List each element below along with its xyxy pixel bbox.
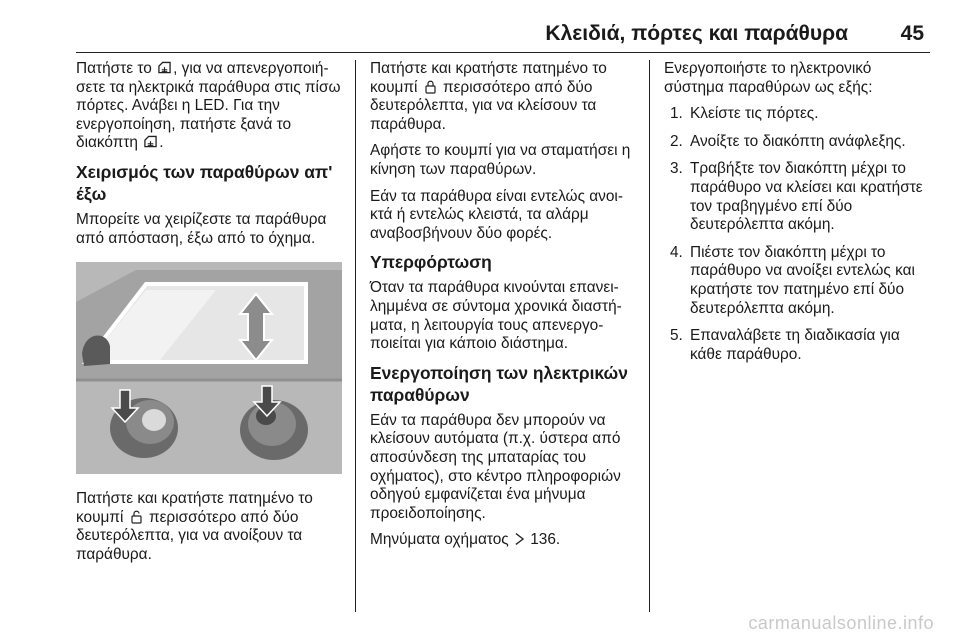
header-divider: [76, 52, 930, 53]
list-item: [664, 160, 934, 234]
list-item: [664, 105, 934, 124]
open-windows-paragraph: [76, 490, 342, 564]
intro-text-c: .: [159, 134, 164, 152]
open-text-a: Πατήστε και κρατήστε πατημένο το κουμπί: [76, 490, 313, 526]
step-text: Κλείστε τις πόρτες.: [690, 105, 819, 123]
step-number: 4.: [670, 243, 683, 261]
step-text: Ανοίξτε το διακόπτη ανάφλεξης.: [690, 132, 906, 150]
open-text-b: περισσότερο από δύο δευτερόλεπτα, για να ανοίξουν τα παράθυρα.: [76, 508, 303, 563]
lock-button-icon: [424, 80, 437, 94]
watermark: carmanualsonline.info: [748, 613, 934, 633]
heading-remote-operation: Χειρισμός των παραθύρων απ' έξω: [76, 161, 333, 204]
step-number: 5.: [670, 327, 683, 345]
column-divider-2: [649, 60, 650, 612]
list-item: [664, 133, 934, 152]
messages-ref-page: 136.: [530, 531, 561, 549]
step-text: Τραβήξτε τον διακόπτη μέχρι το παράθυρο να κλείσει και κρατήστε τον τραβηγμένο επί δύο δευτερόλεπτα ακόμη.: [690, 160, 923, 234]
chapter-title: Κλειδιά, πόρτες και παράθυρα: [545, 22, 848, 45]
intro-text-a: Πατήστε το: [76, 60, 152, 77]
heading-overload: Υπερφόρτωση: [370, 252, 492, 273]
close-text-a: Πατήστε και κρατήστε πατημένο το κουμπί: [370, 60, 607, 96]
intro-text-b: , για να απενεργοποιή-σετε τα ηλεκτρικά παράθυρα στις πίσω πόρτες. Ανάβει η LED. Για την ενεργοποίηση, πατήστε ξανά το διακόπτη: [76, 60, 341, 152]
close-text-b: περισσότερο από δύο δευτερόλεπτα, για να κλείσουν τα παράθυρα.: [370, 78, 597, 133]
unlock-button-icon: [130, 510, 143, 524]
page-number: 45: [900, 22, 924, 45]
heading-activation: Ενεργοποίηση των ηλεκτρικών παραθύρων: [370, 362, 628, 405]
window-lock-icon: [144, 135, 157, 149]
step-number: 2.: [670, 132, 683, 150]
close-windows-paragraph: [370, 60, 640, 134]
list-item: [664, 327, 934, 364]
page-header: [0, 0, 960, 54]
list-item: [664, 244, 934, 318]
step-number: 1.: [670, 105, 683, 123]
step-text: Επαναλάβετε τη διαδικασία για κάθε παράθυρο.: [690, 327, 900, 363]
activation-steps: [664, 105, 934, 364]
messages-reference: [370, 531, 640, 550]
stop-paragraph: Αφήστε το κουμπί για να σταματήσει η κίνηση των παραθύρων.: [370, 142, 631, 178]
car-door-key-illustration: [76, 262, 342, 474]
activation-paragraph: Εάν τα παράθυρα δεν μπορούν να κλείσουν αυτόματα (π.χ. ύστερα από αποσύνδεση της μπαταρίας του οχήματος), στο κέντρο πληροφοριών οδηγού εμφανίζεται ένα μήνυμα προειδοποίησης.: [370, 411, 621, 522]
triangle-reference-icon: [515, 532, 524, 546]
overload-paragraph: Όταν τα παράθυρα κινούνται επανει-λημμένα σε σύντομα χρονικά διαστή-ματα, η λειτουργία τους απενεργο-ποιείται για κάποιο διάστημα.: [370, 279, 622, 353]
remote-paragraph: Μπορείτε να χειρίζεστε τα παράθυρα από απόσταση, έξω από το όχημα.: [76, 210, 327, 247]
intro-paragraph: [76, 60, 342, 153]
blink-paragraph: Εάν τα παράθυρα είναι εντελώς ανοι-κτά ή εντελώς κλειστά, τα αλάρμ αναβοσβήνουν δύο φορές.: [370, 187, 623, 242]
window-lock-icon: [158, 61, 171, 75]
column-middle: [370, 60, 640, 558]
step-number: 3.: [670, 160, 683, 178]
column-left: [76, 60, 342, 573]
activation-intro: Ενεργοποιήστε το ηλεκτρονικό σύστημα παραθύρων ως εξής:: [664, 60, 873, 96]
column-divider-1: [355, 60, 356, 612]
column-right: [664, 60, 934, 373]
step-text: Πιέστε τον διακόπτη μέχρι το παράθυρο να ανοίξει εντελώς και κρατήστε τον πατημένο επί δύο δευτερόλεπτα ακόμη.: [690, 243, 915, 317]
remote-window-illustration: [76, 262, 342, 474]
messages-ref-text: Μηνύματα οχήματος: [370, 531, 509, 549]
